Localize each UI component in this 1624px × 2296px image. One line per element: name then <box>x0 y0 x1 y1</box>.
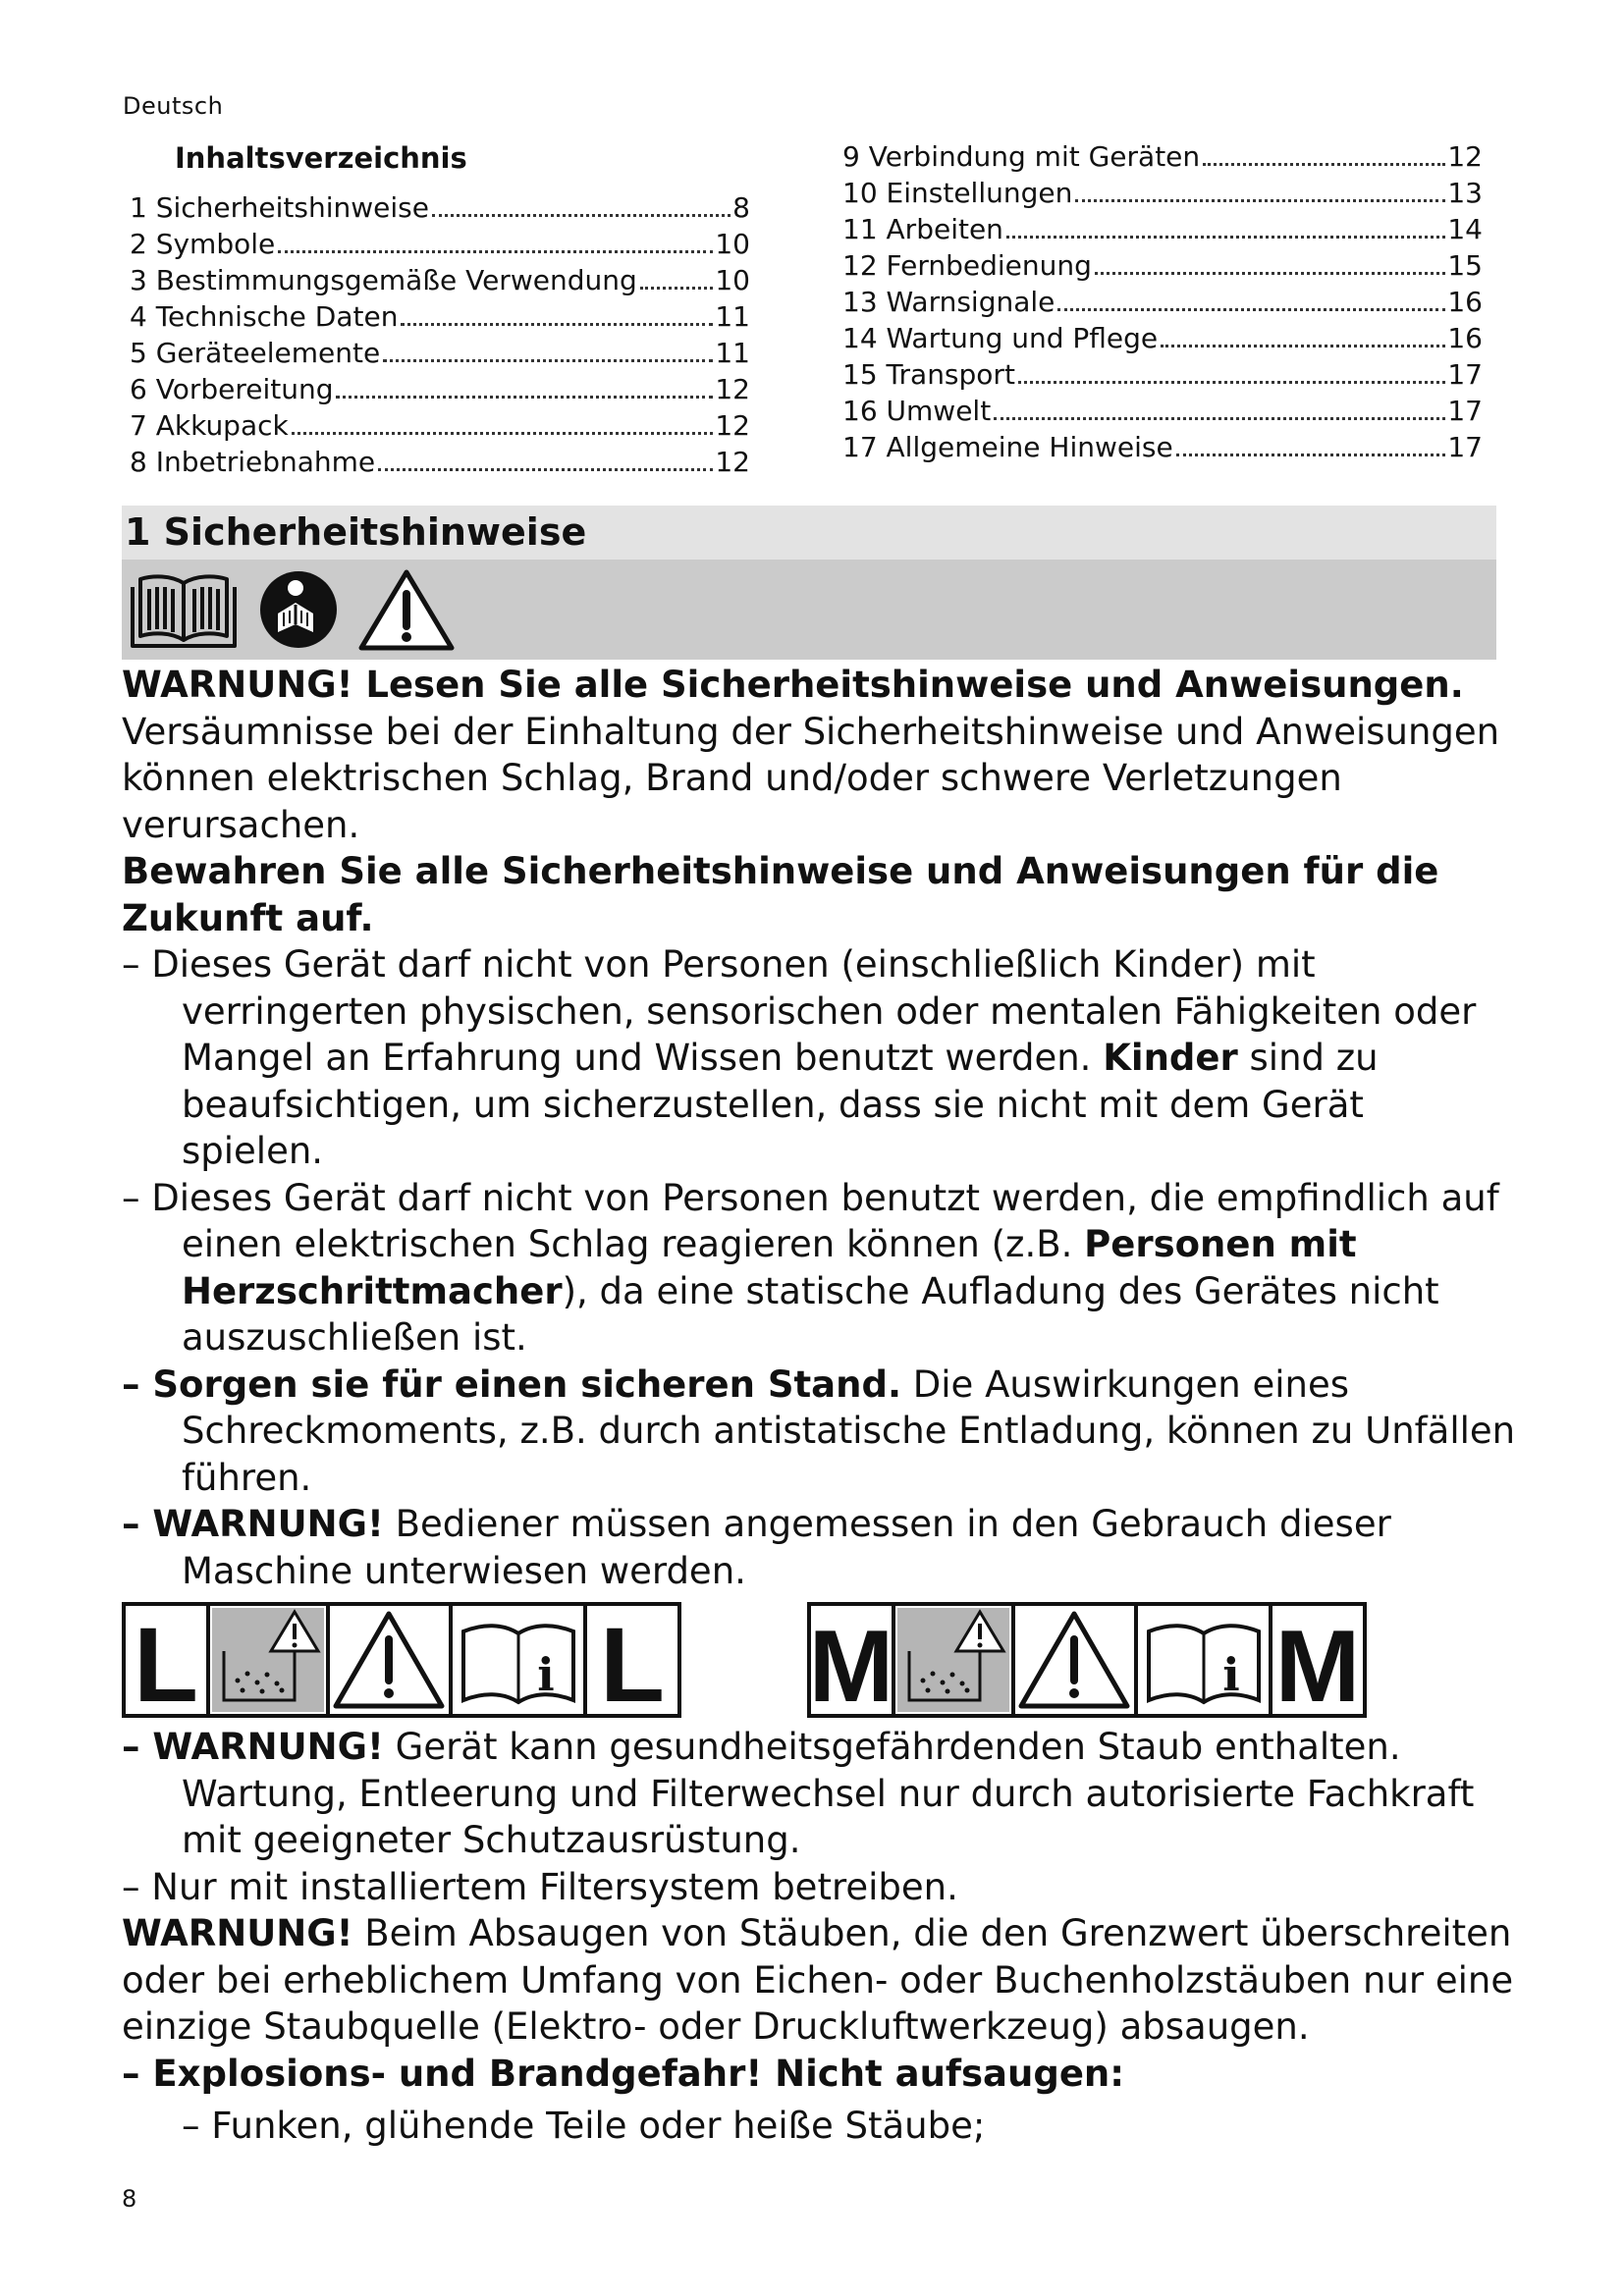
bullet-item <box>122 1175 1516 1362</box>
warning-text: Versäumnisse bei der Einhaltung der Sicherheitshinweise und Anweisungen können elektrischen Schlag, Brand und/oder schwere Verletzungen verursachen. <box>122 710 1500 846</box>
toc-entry-page: 17 <box>1447 431 1483 463</box>
bullet-text: ), da eine statische Aufladung des Gerätes nicht auszuschließen ist. <box>182 1269 1439 1359</box>
bullet-item <box>122 1724 1516 1864</box>
toc-leader-dots <box>401 323 713 326</box>
warning-triangle-icon <box>357 567 456 652</box>
toc-leader-dots <box>640 287 714 290</box>
toc-entry[interactable] <box>130 335 750 371</box>
toc-column-right <box>842 138 1483 465</box>
bullet-item <box>122 2051 1516 2098</box>
bullet-text: sind zu beaufsichtigen, um sicherzustellen, dass sie nicht mit dem Gerät spielen. <box>182 1037 1379 1172</box>
toc-leader-dots <box>278 250 713 253</box>
bullet-text: Die Auswirkungen eines Schreckmoments, z.B. durch antistatische Entladung, können zu Unfällen führen. <box>182 1362 1516 1499</box>
toc-entry-page: 12 <box>715 446 750 478</box>
toc-leader-dots <box>994 417 1445 420</box>
keep-instructions-text: Bewahren Sie alle Sicherheitshinweise und Anweisungen für die Zukunft auf. <box>122 850 1439 939</box>
toc-entry-label: 15 Transport <box>842 358 1015 391</box>
dust-class-m-label <box>807 1602 1367 1718</box>
toc-leader-dots <box>1006 236 1445 239</box>
toc-entry-label: 7 Akkupack <box>130 409 289 442</box>
toc-entry-page: 16 <box>1447 286 1483 318</box>
toc-entry-label: 4 Technische Daten <box>130 300 399 333</box>
toc-title: Inhaltsverzeichnis <box>175 141 467 175</box>
toc-entry[interactable] <box>842 429 1483 465</box>
toc-entry-label: 12 Fernbedienung <box>842 249 1092 282</box>
toc-entry-label: 11 Arbeiten <box>842 213 1003 245</box>
toc-leader-dots <box>432 214 731 217</box>
toc-entry-page: 14 <box>1447 213 1483 245</box>
toc-entry[interactable] <box>842 211 1483 247</box>
svg-text:i: i <box>1222 1648 1240 1701</box>
bullet-emphasis: Sorgen sie für einen sicheren Stand. <box>152 1362 902 1406</box>
toc-leader-dots <box>1095 272 1445 275</box>
dust-class-letter: M <box>808 1610 894 1718</box>
bullet-text: Bediener müssen angemessen in den Gebrauch dieser Maschine unterwiesen werden. <box>182 1503 1391 1592</box>
toc-entry[interactable] <box>842 320 1483 356</box>
bullet-item <box>122 941 1516 1175</box>
bullet-text: Gerät kann gesundheitsgefährdenden Staub enthalten. Wartung, Entleerung und Filterwechsel nur durch autorisierte Fachkraft mit geeigneter Schutzausrüstung. <box>182 1726 1475 1861</box>
toc-entry-label: 2 Symbole <box>130 228 276 260</box>
toc-entry-page: 15 <box>1447 249 1483 282</box>
bullet-emphasis: WARNUNG! <box>152 1726 384 1768</box>
toc-leader-dots <box>1203 163 1445 166</box>
toc-entry[interactable] <box>130 371 750 407</box>
toc-entry-page: 17 <box>1447 395 1483 427</box>
toc-entry-page: 11 <box>715 300 750 333</box>
keep-instructions-paragraph <box>122 848 1516 941</box>
toc-entry-page: 17 <box>1447 358 1483 391</box>
toc-leader-dots <box>336 396 713 399</box>
dust-class-letter: L <box>134 1605 198 1718</box>
toc-entry-page: 11 <box>715 337 750 369</box>
warning-heading: WARNUNG! Lesen Sie alle Sicherheitshinweise und Anweisungen. <box>122 664 1464 706</box>
toc-entry-page: 16 <box>1447 322 1483 354</box>
toc-entry[interactable] <box>130 444 750 480</box>
toc-column-left <box>130 189 750 480</box>
bullet-dash: – <box>122 1503 153 1545</box>
toc-entry-label: 9 Verbindung mit Geräten <box>842 140 1201 173</box>
bullet-dash: – <box>122 943 152 986</box>
toc-leader-dots <box>1161 345 1445 347</box>
bullet-text: Dieses Gerät darf nicht von Personen benutzt werden, die empfindlich auf einen elektrischen Schlag reagieren können (z.B. <box>151 1176 1499 1265</box>
svg-text:i: i <box>537 1648 555 1701</box>
toc-entry-label: 8 Inbetriebnahme <box>130 446 376 478</box>
safety-icon-band <box>122 560 1496 660</box>
toc-entry-label: 13 Warnsignale <box>842 286 1056 318</box>
toc-leader-dots <box>292 432 714 435</box>
toc-entry-page: 12 <box>715 409 750 442</box>
toc-leader-dots <box>1057 308 1445 311</box>
dust-class-letter: L <box>600 1605 665 1718</box>
bullet-emphasis: WARNUNG! <box>152 1503 384 1545</box>
toc-entry-label: 14 Wartung und Pflege <box>842 322 1159 354</box>
toc-leader-dots <box>1176 454 1446 456</box>
bullet-emphasis: – Explosions- und Brandgefahr! Nicht aufsaugen: <box>122 2052 1125 2095</box>
bullet-emphasis: Kinder <box>1103 1037 1238 1079</box>
dust-class-l-label <box>122 1602 681 1718</box>
toc-entry-page: 10 <box>715 264 750 296</box>
toc-entry-page: 12 <box>715 373 750 405</box>
toc-entry[interactable] <box>842 356 1483 393</box>
toc-entry-page: 8 <box>732 191 750 224</box>
toc-entry[interactable] <box>842 393 1483 429</box>
toc-entry[interactable] <box>842 284 1483 320</box>
page-number: 8 <box>122 2185 137 2213</box>
section-title: 1 Sicherheitshinweise <box>125 510 587 554</box>
warning-paragraph <box>122 1910 1516 2051</box>
section-heading-bar <box>122 506 1496 560</box>
bullet-item <box>122 1362 1516 1502</box>
bullet-item <box>122 1501 1516 1594</box>
toc-entry[interactable] <box>130 407 750 444</box>
toc-entry-label: 17 Allgemeine Hinweise <box>842 431 1173 463</box>
bullet-text: Dieses Gerät darf nicht von Personen (einschließlich Kinder) mit verringerten physischen, sensorischen oder mentalen Fähigkeiten oder Mangel an Erfahrung und Wissen benutzt werden. <box>151 943 1477 1079</box>
toc-entry-label: 5 Geräteelemente <box>130 337 381 369</box>
language-label: Deutsch <box>123 92 224 120</box>
warning-text: Beim Absaugen von Stäuben, die den Grenzwert überschreiten oder bei erheblichem Umfang von Eichen- oder Buchenholzstäuben nur eine einzige Staubquelle (Elektro- oder Druckluftwerkzeug) absaugen. <box>122 1912 1514 2048</box>
dust-class-symbols <box>122 1594 1516 1724</box>
read-manual-icon <box>256 567 341 652</box>
toc-entry-page: 10 <box>715 228 750 260</box>
bullet-dash: – <box>122 1176 152 1219</box>
toc-entry-label: 3 Bestimmungsgemäße Verwendung <box>130 264 637 296</box>
dust-class-letter: M <box>1274 1610 1361 1718</box>
sub-bullet-item: – Funken, glühende Teile oder heiße Stäube; <box>182 2105 986 2147</box>
toc-entry[interactable] <box>842 138 1483 175</box>
toc-entry[interactable] <box>130 298 750 335</box>
toc-entry[interactable] <box>842 175 1483 211</box>
toc-entry[interactable] <box>842 247 1483 284</box>
bullet-item: – Nur mit installiertem Filtersystem betreiben. <box>122 1865 958 1908</box>
toc-entry[interactable] <box>130 262 750 298</box>
bullet-emphasis: Personen mit Herzschrittmacher <box>182 1223 1357 1312</box>
toc-leader-dots <box>378 468 713 471</box>
toc-entry-label: 1 Sicherheitshinweise <box>130 191 429 224</box>
toc-leader-dots <box>1018 381 1445 384</box>
warning-heading: WARNUNG! <box>122 1912 353 1954</box>
toc-entry-label: 6 Vorbereitung <box>130 373 334 405</box>
bullet-dash: – <box>122 1362 153 1406</box>
warning-paragraph <box>122 662 1516 848</box>
toc-entry-label: 16 Umwelt <box>842 395 992 427</box>
toc-entry[interactable] <box>130 226 750 262</box>
toc-leader-dots <box>383 359 713 362</box>
toc-leader-dots <box>1075 199 1445 202</box>
toc-entry-page: 12 <box>1447 140 1483 173</box>
toc-entry-label: 10 Einstellungen <box>842 177 1073 209</box>
open-book-icon <box>128 567 240 652</box>
toc-entry[interactable] <box>130 189 750 226</box>
safety-instructions <box>122 662 1516 2150</box>
toc-entry-page: 13 <box>1447 177 1483 209</box>
bullet-dash: – <box>122 1726 153 1768</box>
